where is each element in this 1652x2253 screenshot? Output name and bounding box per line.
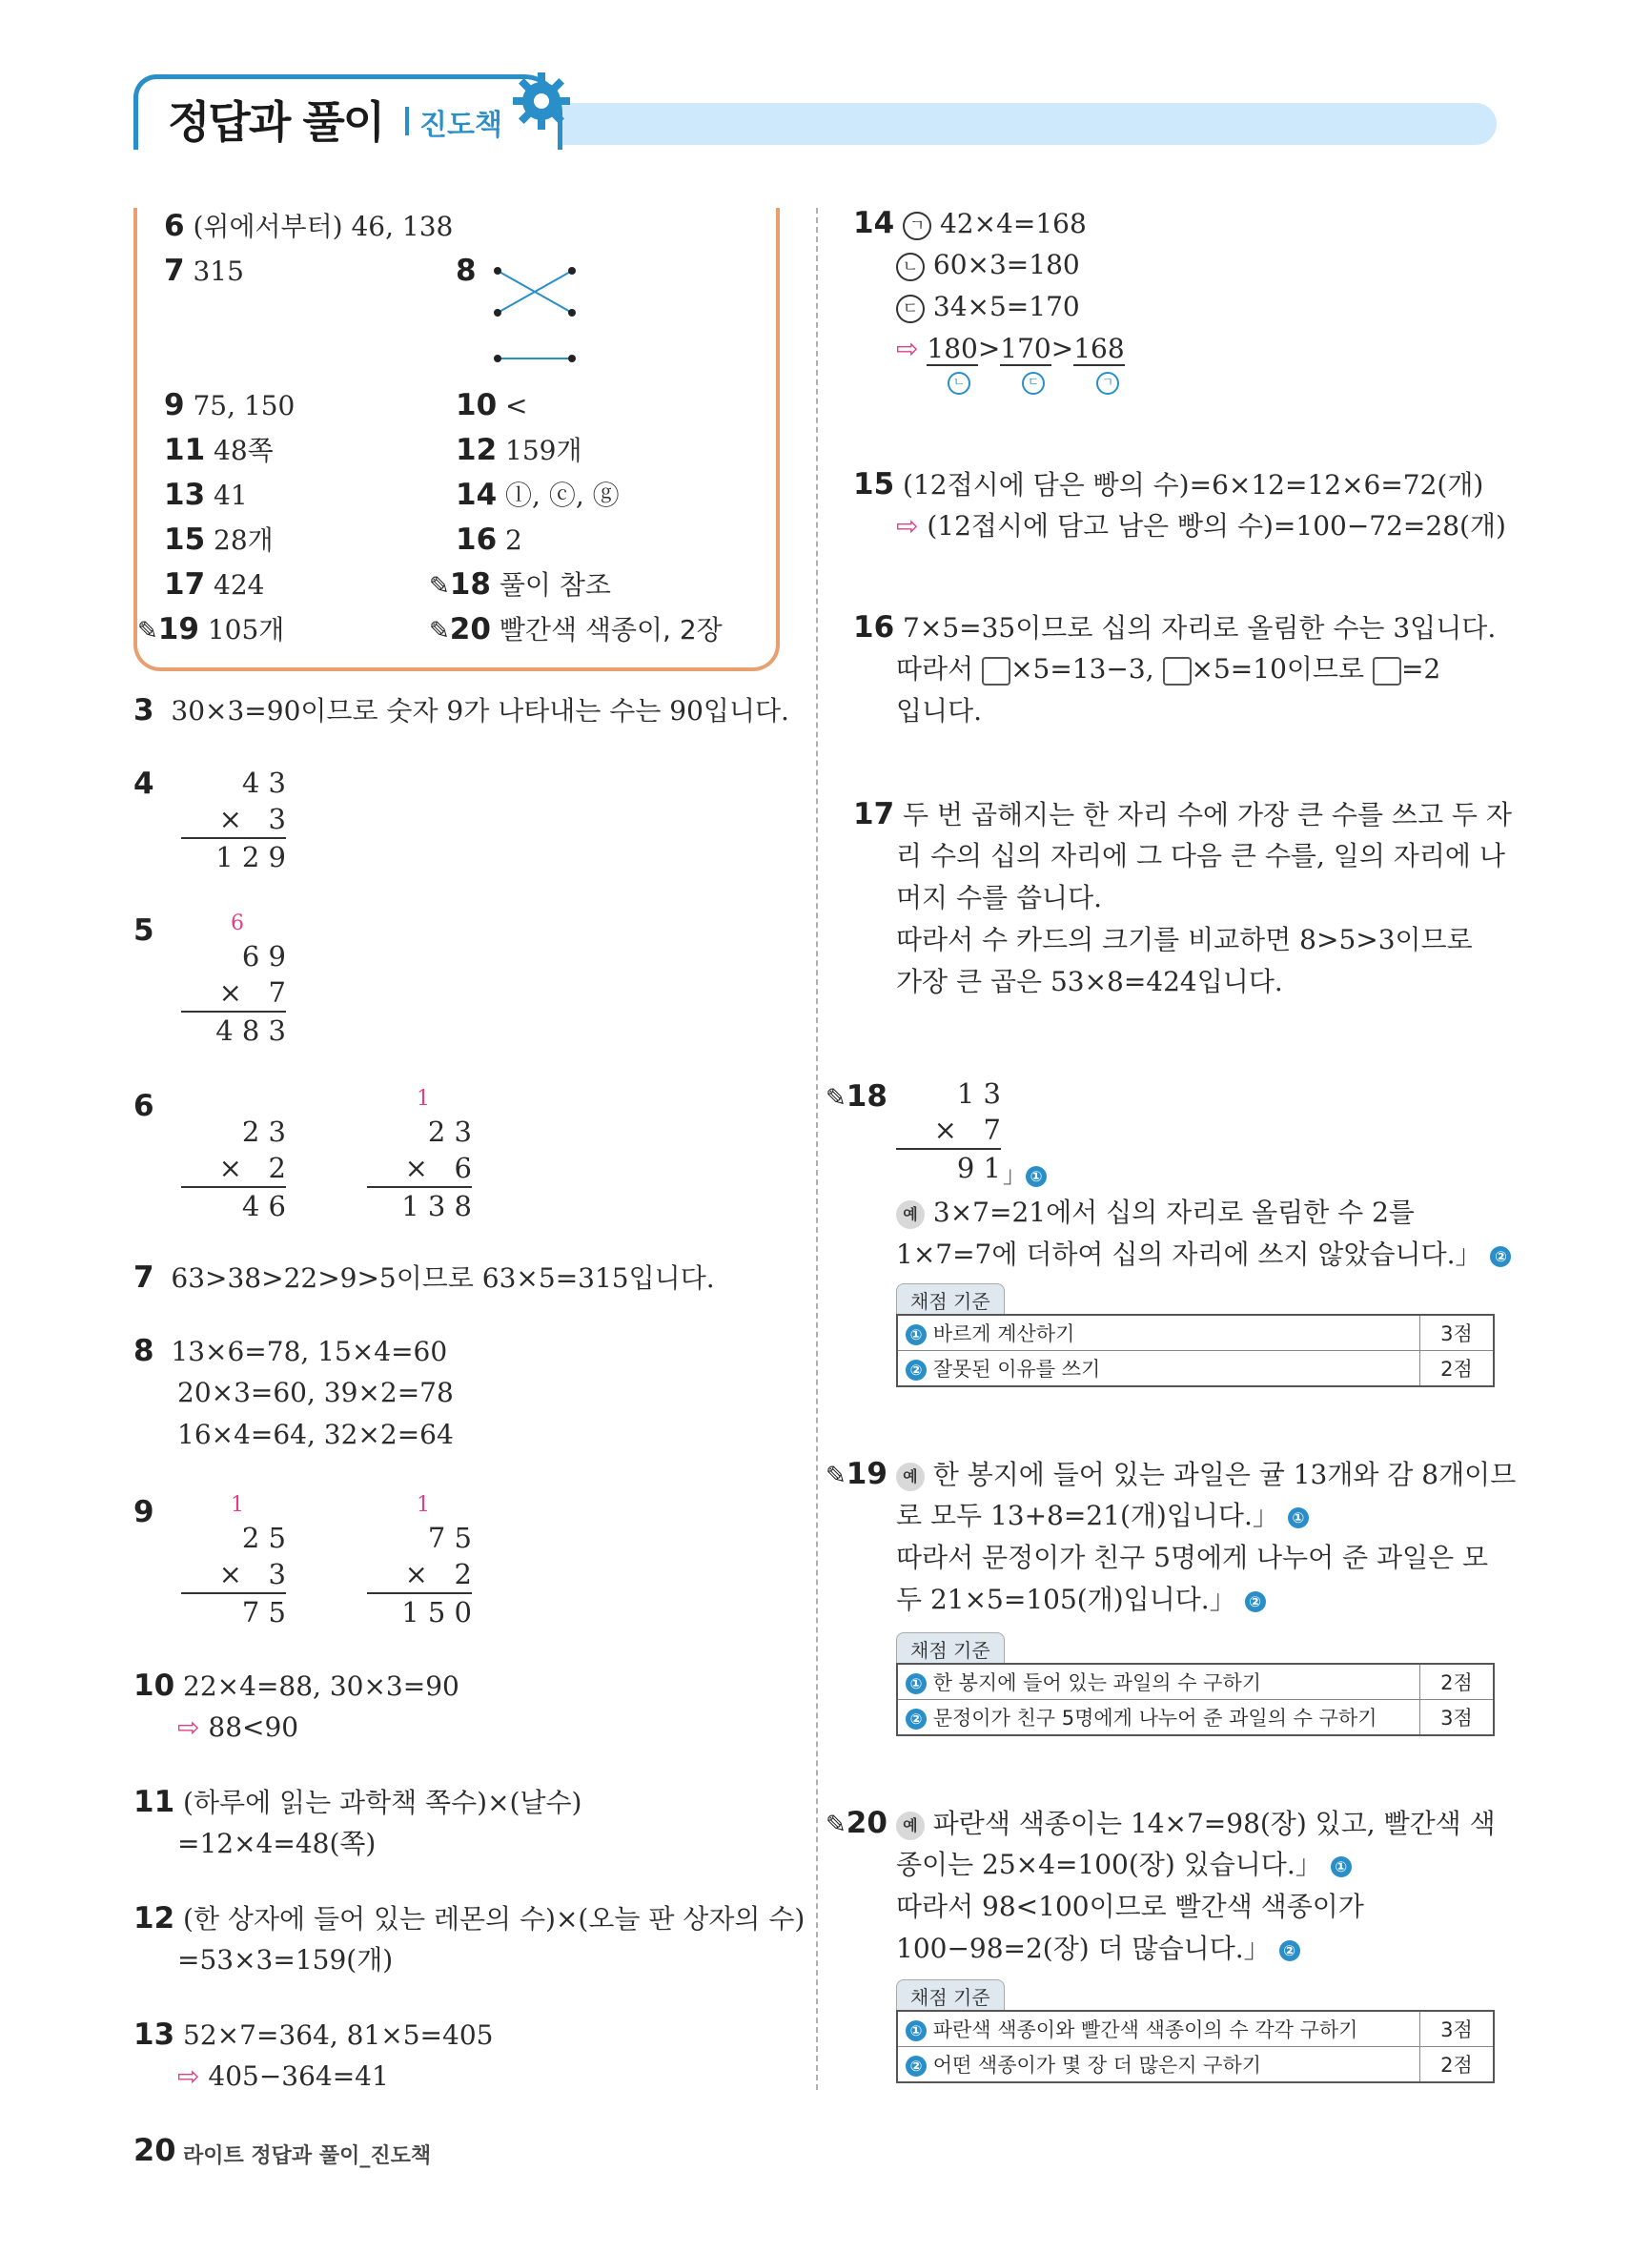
solution-14: 14 ㄱ 42×4=168 bbox=[853, 206, 1087, 240]
criteria-table-19: ① 한 봉지에 들어 있는 과일의 수 구하기 2점 ② 문정이가 친구 5명에게 나누어 준 과일의 수 구하기 3점 bbox=[896, 1663, 1495, 1736]
multiplication-18: 1 3 × 7 9 1 bbox=[896, 1075, 1001, 1186]
box-row-20: ✎20 빨간색 색종이, 2장 bbox=[429, 610, 723, 650]
solution-8: 8 13×6=78, 15×4=60 bbox=[133, 1334, 448, 1368]
solution-14-line4: ⇨ 180>170>168 bbox=[896, 333, 1125, 364]
box-row-9: 9 75, 150 bbox=[164, 388, 296, 422]
blank-box bbox=[1373, 657, 1401, 686]
criteria-tag: 채점 기준 bbox=[896, 1979, 1005, 2012]
arrow-icon: ⇨ bbox=[896, 333, 919, 364]
box-row-13: 13 41 bbox=[164, 478, 248, 512]
box-row-19: ✎19 105개 bbox=[137, 610, 284, 650]
arrow-icon: ⇨ bbox=[177, 1711, 200, 1743]
solution-19-line2: 로 모두 13+8=21(개)입니다.」 ① bbox=[896, 1497, 1309, 1535]
multiplication-9b: 1 7 5 × 2 1 5 0 bbox=[367, 1491, 472, 1630]
page-number: 20 bbox=[133, 2132, 176, 2168]
mark-1: 」 ① bbox=[1003, 1156, 1047, 1189]
solution-12-line2: =53×3=159(개) bbox=[177, 1944, 394, 1976]
pencil-icon: ✎ bbox=[137, 617, 158, 645]
solution-8-line3: 16×4=64, 32×2=64 bbox=[177, 1419, 454, 1450]
box-row-12: 12 159개 bbox=[456, 433, 582, 467]
solution-4-number: 4 bbox=[133, 767, 154, 801]
solution-15-line2: ⇨ (12접시에 담고 남은 빵의 수)=100−72=28(개) bbox=[896, 510, 1506, 542]
multiplication-6b: 1 2 3 × 6 1 3 8 bbox=[367, 1085, 472, 1224]
multiplication-6a: 2 3 × 2 4 6 bbox=[181, 1114, 286, 1224]
pencil-icon: ✎ bbox=[826, 1462, 846, 1490]
solution-16-line2: 따라서 ×5=13−3, ×5=10이므로 =2 bbox=[896, 653, 1441, 685]
solution-10-line2: ⇨ 88<90 bbox=[177, 1711, 299, 1743]
solution-17-line2: 리 수의 십의 자리에 그 다음 큰 수를, 일의 자리에 나 bbox=[896, 840, 1505, 871]
solution-3: 3 30×3=90이므로 숫자 9가 나타내는 수는 90입니다. bbox=[133, 693, 789, 727]
criteria-tag: 채점 기준 bbox=[896, 1283, 1005, 1316]
solution-17-line3: 머지 수를 씁니다. bbox=[896, 882, 1103, 913]
solution-11-line2: =12×4=48(쪽) bbox=[177, 1828, 377, 1859]
blank-box bbox=[982, 657, 1010, 686]
solution-20-line3: 따라서 98<100이므로 빨간색 색종이가 bbox=[896, 1891, 1364, 1922]
page-title: 정답과 풀이 bbox=[168, 96, 384, 148]
pencil-icon: ✎ bbox=[826, 1811, 846, 1839]
box-row-14: 14 ⓛ, ⓒ, ⓖ bbox=[456, 478, 620, 512]
box-row-10: 10 < bbox=[456, 388, 528, 422]
solution-12: 12 (한 상자에 들어 있는 레몬의 수)×(오늘 판 상자의 수) bbox=[133, 1901, 806, 1936]
criteria-tag: 채점 기준 bbox=[896, 1632, 1005, 1665]
multiplication-4: 4 3 × 3 1 2 9 bbox=[181, 765, 286, 875]
arrow-icon: ⇨ bbox=[177, 2060, 200, 2092]
solution-17: 17 두 번 곱해지는 한 자리 수에 가장 큰 수를 쓰고 두 자 bbox=[853, 797, 1512, 831]
box-row-16: 16 2 bbox=[456, 522, 522, 557]
solution-16-line3: 입니다. bbox=[896, 695, 983, 727]
page-subtitle: 진도책 bbox=[419, 109, 502, 142]
solution-8-line2: 20×3=60, 39×2=78 bbox=[177, 1377, 454, 1408]
box-row-7: 7 315 bbox=[164, 254, 244, 288]
solution-18-line2: 1×7=7에 더하여 십의 자리에 쓰지 않았습니다.」 ② bbox=[896, 1236, 1511, 1274]
gear-icon bbox=[511, 71, 572, 132]
blank-box bbox=[1163, 657, 1192, 686]
matching-diagram bbox=[488, 259, 583, 374]
criteria-table-18: ① 바르게 계산하기 3점 ② 잘못된 이유를 쓰기 2점 bbox=[896, 1314, 1495, 1387]
solution-13-line2: ⇨ 405−364=41 bbox=[177, 2060, 389, 2092]
solution-19-line3: 따라서 문정이가 친구 5명에게 나누어 준 과일은 모 bbox=[896, 1542, 1489, 1573]
solution-7: 7 63>38>22>9>5이므로 63×5=315입니다. bbox=[133, 1260, 715, 1295]
solution-10: 10 22×4=88, 30×3=90 bbox=[133, 1669, 459, 1703]
solution-11: 11 (하루에 읽는 과학책 쪽수)×(날수) bbox=[133, 1785, 582, 1819]
solution-9-number: 9 bbox=[133, 1495, 154, 1529]
pencil-icon: ✎ bbox=[826, 1084, 846, 1113]
footer-text: 라이트 정답과 풀이_진도책 bbox=[183, 2144, 432, 2168]
solution-20-line2: 종이는 25×4=100(장) 있습니다.」 ① bbox=[896, 1846, 1352, 1884]
solution-20-line4: 100−98=2(장) 더 많습니다.」 ② bbox=[896, 1930, 1300, 1968]
solution-14-labels: ㄴ ㄷ ㄱ bbox=[944, 372, 1153, 399]
solution-5-number: 5 bbox=[133, 913, 154, 948]
box-row-6: 6 (위에서부터) 46, 138 bbox=[164, 209, 454, 243]
solution-16: 16 7×5=35이므로 십의 자리로 올림한 수는 3입니다. bbox=[853, 610, 1497, 645]
column-divider bbox=[816, 208, 818, 2090]
title-divider bbox=[405, 107, 409, 135]
pencil-icon: ✎ bbox=[429, 572, 450, 601]
solution-6-number: 6 bbox=[133, 1089, 154, 1123]
arrow-icon: ⇨ bbox=[896, 510, 919, 542]
solution-15: 15 (12접시에 담은 빵의 수)=6×12=12×6=72(개) bbox=[853, 467, 1484, 502]
box-row-18: ✎18 풀이 참조 bbox=[429, 565, 611, 605]
pencil-icon: ✎ bbox=[429, 617, 450, 645]
solution-19: ✎19 예 한 봉지에 들어 있는 과일은 귤 13개와 감 8개이므 bbox=[826, 1455, 1516, 1495]
box-row-15: 15 28개 bbox=[164, 522, 274, 557]
criteria-table-20: ① 파란색 색종이와 빨간색 색종이의 수 각각 구하기 3점 ② 어떤 색종이가 몇 장 더 많은지 구하기 2점 bbox=[896, 2010, 1495, 2083]
solution-18-number: ✎18 bbox=[826, 1077, 887, 1117]
box-row-17: 17 424 bbox=[164, 567, 265, 602]
multiplication-5: 6 6 9 × 7 4 8 3 bbox=[181, 910, 286, 1049]
solution-20: ✎20 예 파란색 색종이는 14×7=98(장) 있고, 빨간색 색 bbox=[826, 1804, 1496, 1844]
solution-17-line4: 따라서 수 카드의 크기를 비교하면 8>5>3이므로 bbox=[896, 924, 1473, 955]
solution-19-line4: 두 21×5=105(개)입니다.」 ② bbox=[896, 1581, 1266, 1619]
solution-17-line5: 가장 큰 곱은 53×8=424입니다. bbox=[896, 966, 1283, 997]
box-row-8: 8 bbox=[456, 254, 477, 288]
solution-18-line1: 예 3×7=21에서 십의 자리로 올림한 수 2를 bbox=[896, 1194, 1415, 1232]
multiplication-9a: 1 2 5 × 3 7 5 bbox=[181, 1491, 286, 1630]
solution-14-line3: ㄷ 34×5=170 bbox=[896, 288, 1080, 326]
solution-14-line2: ㄴ 60×3=180 bbox=[896, 246, 1080, 284]
solution-13: 13 52×7=364, 81×5=405 bbox=[133, 2017, 494, 2052]
box-row-11: 11 48쪽 bbox=[164, 433, 274, 467]
